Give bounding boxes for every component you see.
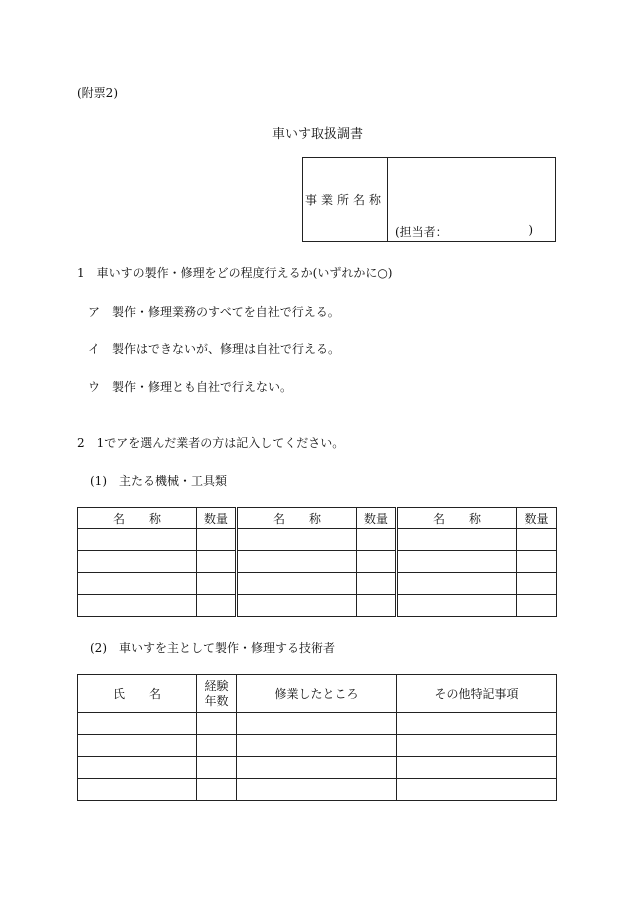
equipment-cell[interactable] (237, 573, 357, 595)
technician-header-training: 修業したところ (237, 675, 397, 713)
equipment-cell[interactable] (357, 595, 397, 617)
technician-header-experience (197, 675, 237, 713)
document-title: 車いす取扱調書 (272, 127, 364, 142)
technician-cell[interactable] (237, 735, 397, 757)
equipment-cell[interactable] (517, 573, 557, 595)
equipment-cell[interactable] (237, 551, 357, 573)
technician-cell[interactable] (397, 735, 557, 757)
technician-cell[interactable] (397, 713, 557, 735)
option-i: イ 製作はできないが、修理は自社で行える。 (88, 342, 341, 356)
table-row (78, 757, 557, 779)
equipment-cell[interactable] (397, 595, 517, 617)
appendix-label: (附票2) (77, 86, 118, 100)
equipment-cell[interactable] (197, 551, 237, 573)
table-row (78, 779, 557, 801)
table-row (78, 713, 557, 735)
equipment-cell[interactable] (197, 573, 237, 595)
table-row (78, 551, 557, 573)
technician-cell[interactable] (237, 779, 397, 801)
equipment-cell[interactable] (197, 529, 237, 551)
question-1-heading: 1 車いすの製作・修理をどの程度行えるか(いずれかに○) (77, 266, 393, 280)
contact-person-label: (担当者： (395, 225, 448, 239)
equipment-subheading: (1) 主たる機械・工具類 (90, 474, 227, 488)
technician-cell[interactable] (397, 779, 557, 801)
equipment-header-name: 名 称 (78, 508, 197, 529)
equipment-cell[interactable] (397, 551, 517, 573)
technician-cell[interactable] (78, 735, 197, 757)
contact-person-close: ) (528, 223, 533, 237)
equipment-cell[interactable] (397, 573, 517, 595)
technician-cell[interactable] (397, 757, 557, 779)
equipment-header-quantity: 数量 (357, 508, 397, 529)
equipment-header-name: 名 称 (397, 508, 517, 529)
equipment-cell[interactable] (357, 529, 397, 551)
experience-line-1: 経験 (204, 678, 229, 693)
technician-header-name: 氏 名 (78, 675, 197, 713)
technician-cell[interactable] (197, 735, 237, 757)
technician-subheading: (2) 車いすを主として製作・修理する技術者 (90, 641, 335, 655)
equipment-header-quantity: 数量 (517, 508, 557, 529)
table-row (78, 529, 557, 551)
equipment-cell[interactable] (78, 573, 197, 595)
technician-cell[interactable] (237, 757, 397, 779)
equipment-cell[interactable] (78, 529, 197, 551)
equipment-cell[interactable] (78, 595, 197, 617)
office-name-box (302, 157, 556, 242)
table-row (78, 735, 557, 757)
equipment-cell[interactable] (237, 595, 357, 617)
technician-cell[interactable] (197, 779, 237, 801)
technician-cell[interactable] (78, 779, 197, 801)
option-u: ウ 製作・修理とも自社で行えない。 (88, 380, 293, 394)
equipment-header-quantity: 数量 (197, 508, 237, 529)
equipment-cell[interactable] (517, 595, 557, 617)
technician-cell[interactable] (237, 713, 397, 735)
option-a: ア 製作・修理業務のすべてを自社で行える。 (88, 305, 340, 319)
table-row (78, 573, 557, 595)
equipment-table (77, 507, 557, 617)
equipment-cell[interactable] (357, 573, 397, 595)
technician-cell[interactable] (78, 757, 197, 779)
technician-cell[interactable] (78, 713, 197, 735)
experience-line-2: 年数 (204, 693, 229, 708)
question-2-heading: 2 1でアを選んだ業者の方は記入してください。 (77, 436, 345, 450)
equipment-cell[interactable] (197, 595, 237, 617)
technician-cell[interactable] (197, 757, 237, 779)
technician-table (77, 674, 557, 801)
technician-header-notes: その他特記事項 (397, 675, 557, 713)
equipment-cell[interactable] (237, 529, 357, 551)
equipment-cell[interactable] (78, 551, 197, 573)
equipment-header-name: 名 称 (237, 508, 357, 529)
office-name-label: 事業所名称 (303, 158, 388, 241)
technician-cell[interactable] (197, 713, 237, 735)
equipment-cell[interactable] (517, 529, 557, 551)
equipment-cell[interactable] (517, 551, 557, 573)
equipment-cell[interactable] (397, 529, 517, 551)
equipment-cell[interactable] (357, 551, 397, 573)
table-row (78, 595, 557, 617)
